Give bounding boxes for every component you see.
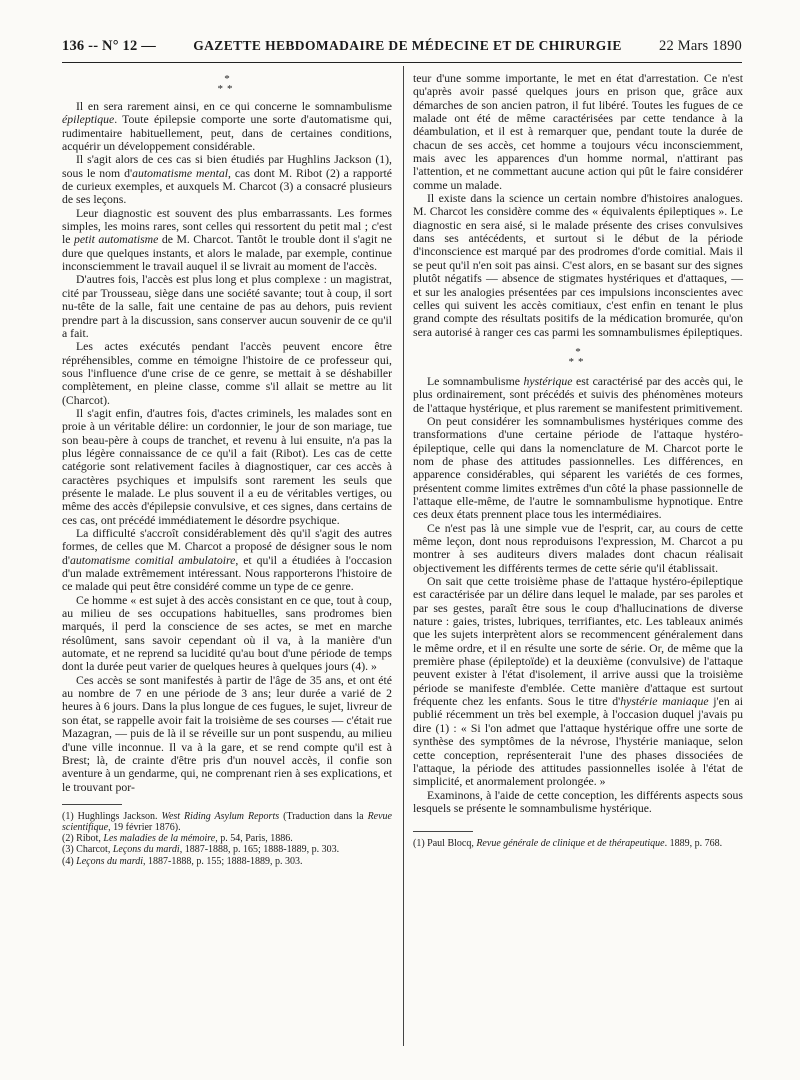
footnote: (2) Ribot, Les maladies de la mémoire, p. 54, Paris, 1886. — [62, 833, 293, 845]
page-header — [62, 38, 742, 60]
page-number: 136 -- N° 12 — — [62, 38, 156, 54]
paragraph: Il s'agit enfin, d'autres fois, d'actes criminels, les malades sont en proie à un véritable délire: un cordonnier, le jour de son mariage, tue son beau-père à coups de tranchet, et revenu à lui ensuite, n'a pas la plus légère connaissance de ce qu'il a fait (Ribot). Les cas de cette catégorie sont relativement faciles à diagnostiquer, car ces accès à caractères psychiques et impulsifs sont rarement les seuls que présente le malade. Le plus souvent il a eu de véritables vertiges, ou même des accès d'épilepsie convulsive, et ces signes, dans certains de ces cas, ont précédé immédiatement le désordre psychique. — [62, 406, 392, 527]
footnote: (4) Leçons du mardi, 1887-1888, p. 155; 1888-1889, p. 303. — [62, 855, 303, 867]
paragraph: Examinons, à l'aide de cette conception, les différents aspects sous lesquels se présente le somnambulisme hystérique. — [413, 788, 743, 815]
paragraph: Il existe dans la science un certain nombre d'histoires analogues. M. Charcot les considère comme des « équivalents épileptiques ». Le diagnostic en sera aisé, si le malade présente des crises convulsives dans ses antécédents, et surtout si le début de la période d'inconscience est marqué par des prodromes d'orde comitial. Mais il se peut qu'il n'en soit pas ainsi. C'est alors, en se basant sur des signes plutôt négatifs — absence de stigmates hystériques et d'attaques, — et sur les analogies présentées par ces impulsions inconscientes avec celles qui suivent les accès comitiaux, c'est enfin en tenant le plus grand compte des résultats positifs de la médication bromurée, qu'on sera autorisé à ranger ces cas parmi les somnambulismes épileptiques. — [413, 192, 743, 339]
right-column — [413, 72, 743, 849]
paragraph: La difficulté s'accroît considérablement dès qu'il s'agit des autres formes, de celles que M. Charcot a proposé de désigner sous le nom d'automatisme comitial ambulatoire, et qu'il a étudiées à l'occasion d'un malade extrêmement intéressant. Nous rapporterons l'histoire de ce malade qui peut être considéré comme un type de ce genre. — [62, 527, 392, 594]
paragraph: Il s'agit alors de ces cas si bien étudiés par Hughlins Jackson (1), sous le nom d'automatisme mental, cas dont M. Ribot (2) a rapporté de curieux exemples, et auxquels M. Charcot (3) a consacré plusieurs de ses leçons. — [62, 153, 392, 207]
paragraph: On peut considérer les somnambulismes hystériques comme des transformations d'une certaine période de l'attaque hystéro-épileptique, celle qui dans la nomenclature de M. Charcot porte le nom de phase des attitudes passionnelles. Les différences, en apparence considérables, qui séparent les variétés de ces formes, présentent comme limites extrêmes d'un côté la phase passionnelle de l'attaque elle-même, de l'autre le somnambulisme hypnotique. Entre ces deux états prennent place tous les intermédiaires. — [413, 414, 743, 522]
paragraph: Ce n'est pas là une simple vue de l'esprit, car, au cours de cette même leçon, dont nous reproduisons l'expression, M. Charcot a pu montrer à ses auditeurs divers malades dont chacun réalisait objectivement les différents termes de cette série qu'il établissait. — [413, 521, 743, 575]
issue-date: 22 Mars 1890 — [659, 38, 742, 54]
section-asterism: * ** — [217, 73, 237, 95]
paragraph: On sait que cette troisième phase de l'attaque hystéro-épileptique est caractérisée par un délire dans lequel le malade, par ses paroles et par ses gestes, paraît être sous le coup d'hallucinations de diverse nature : gaies, tristes, lubriques, terrifiantes, etc. Les tableaux animés que les sujets interprètent alors se recommencent généralement dans le même ordre, et il en résulte une sorte de série. Or, de même que la première phase (épileptoïde) et la deuxième (convulsive) de l'attaque peuvent exister à l'état d'isolement, il arrive aussi que la troisième période se manifeste d'emblée. Cette manière d'attaque est surtout fréquente chez les enfants. Sous le titre d'hystérie maniaque j'en ai publié récemment un très bel exemple, à l'occasion duquel j'avais pu dire (1) : « Si l'on admet que l'attaque hystérique offre une sorte de synthèse des symptômes de la névrose, l'hystérie maniaque, selon cette conception, représenterait l'une des phases dissociées de l'attaque, la période des attitudes passionnelles isolée à l'état de simplicité, et anormalement prolongée. » — [413, 575, 743, 789]
column-divider — [403, 66, 404, 1046]
paragraph: Ce homme « est sujet à des accès consistant en ce que, tout à coup, au milieu de ses occupations habituelles, sans prodromes bien marqués, il perd la conscience de ses actes, se met en marche résolûment, sans savoir cependant où il va, à la manière d'un automate, et ne reprend sa lucidité qu'au bout d'une période de temps dont la durée peut varier de quelques heures à quelques jours (4). » — [62, 593, 392, 674]
paragraph: Ces accès se sont manifestés à partir de l'âge de 35 ans, et ont été au nombre de 7 en une période de 3 ans; leur durée a varié de 2 heures à 6 jours. Dans la plus longue de ces fugues, le sujet, livreur de son état, se rappelle avoir fait la troisième de ses courses — c'était rue Mazagran, — puis de là il se réveille sur un pont suspendu, au milieu d'une ville inconnue. Il va à la gare, et se rend compte qu'il est à Brest; là, de crainte d'être pris d'un nouvel accès, il confie son aventure à un gendarme, qui, ne comprenant rien à ses explications, et le trouvant por- — [62, 673, 392, 794]
footnote: (1) Paul Blocq, Revue générale de clinique et de thérapeutique. 1889, p. 768. — [413, 838, 723, 850]
paragraph: Leur diagnostic est souvent des plus embarrassants. Les formes simples, les moins rares, sont celles qui ressortent du petit mal ; c'est le petit automatisme de M. Charcot. Tantôt le trouble dont il s'agit ne dure que quelques instants, et alors le malade, par exemple, continue inconsciemment le travail auquel il se livrait au moment de l'accès. — [62, 206, 393, 274]
footnote: (3) Charcot, Leçons du mardi, 1887-1888, p. 165; 1888-1889, p. 303. — [62, 844, 340, 856]
footnote: (1) Hughlings Jackson. West Riding Asylum Reports (Traduction dans la Revue scientifique, 19 février 1876). — [62, 810, 392, 834]
paragraph: Le somnambulisme hystérique est caractérisé par des accès qui, le plus ordinairement, sont précédés et suivis des phénomènes moteurs de l'attaque hystérique, et plus rarement se manifestent primitivement. — [413, 374, 743, 415]
paragraph: Il en sera rarement ainsi, en ce qui concerne le somnambulisme épileptique. Toute épilepsie comporte une sorte d'automatisme qui, rudimentaire habituellement, peut, dans de certaines conditions, acquérir un développement considérable. — [62, 100, 392, 154]
footnote-rule — [62, 804, 122, 805]
section-asterism: * ** — [568, 345, 588, 368]
footnotes-left — [62, 811, 392, 867]
left-column — [62, 72, 392, 867]
journal-title: GAZETTE HEBDOMADAIRE DE MÉDECINE ET DE CHIRURGIE — [193, 38, 622, 53]
paragraph: D'autres fois, l'accès est plus long et plus complexe : un magistrat, cité par Trousseau, siège dans une société savante; tout à coup, il sort nu-tête de la salle, fait une centaine de pas au dehors, puis revient prendre part à la discussion, sans conserver aucun souvenir de ce qu'il a fait. — [62, 273, 392, 340]
paragraph: teur d'une somme importante, le met en état d'arrestation. Ce n'est qu'après avoir passé quelques jours en prison que, grâce aux démarches de son ancien patron, il fut libéré. Toutes les fugues de ce malade ont été de même caractérisées par cette tendance à la déambulation, et il est à remarquer que, pendant toute la durée de chacun de ses accès, cet homme a toujours vécu inconsciemment, mais avec les apparences d'un homme normal, n'attirant pas l'attention, et ne commettant aucune action qui pût le faire considérer comme un malade. — [413, 72, 743, 192]
header-rule — [62, 62, 742, 63]
footnotes-right — [413, 838, 743, 849]
footnote-rule — [413, 831, 473, 832]
paragraph: Les actes exécutés pendant l'accès peuvent encore être répréhensibles, comme en témoigne l'histoire de ce professeur qui, sous l'influence d'une crise de ce genre, se mettait à se déshabiller complètement, en pleine classe, comme s'il allait se mettre au lit (Charcot). — [62, 340, 392, 407]
